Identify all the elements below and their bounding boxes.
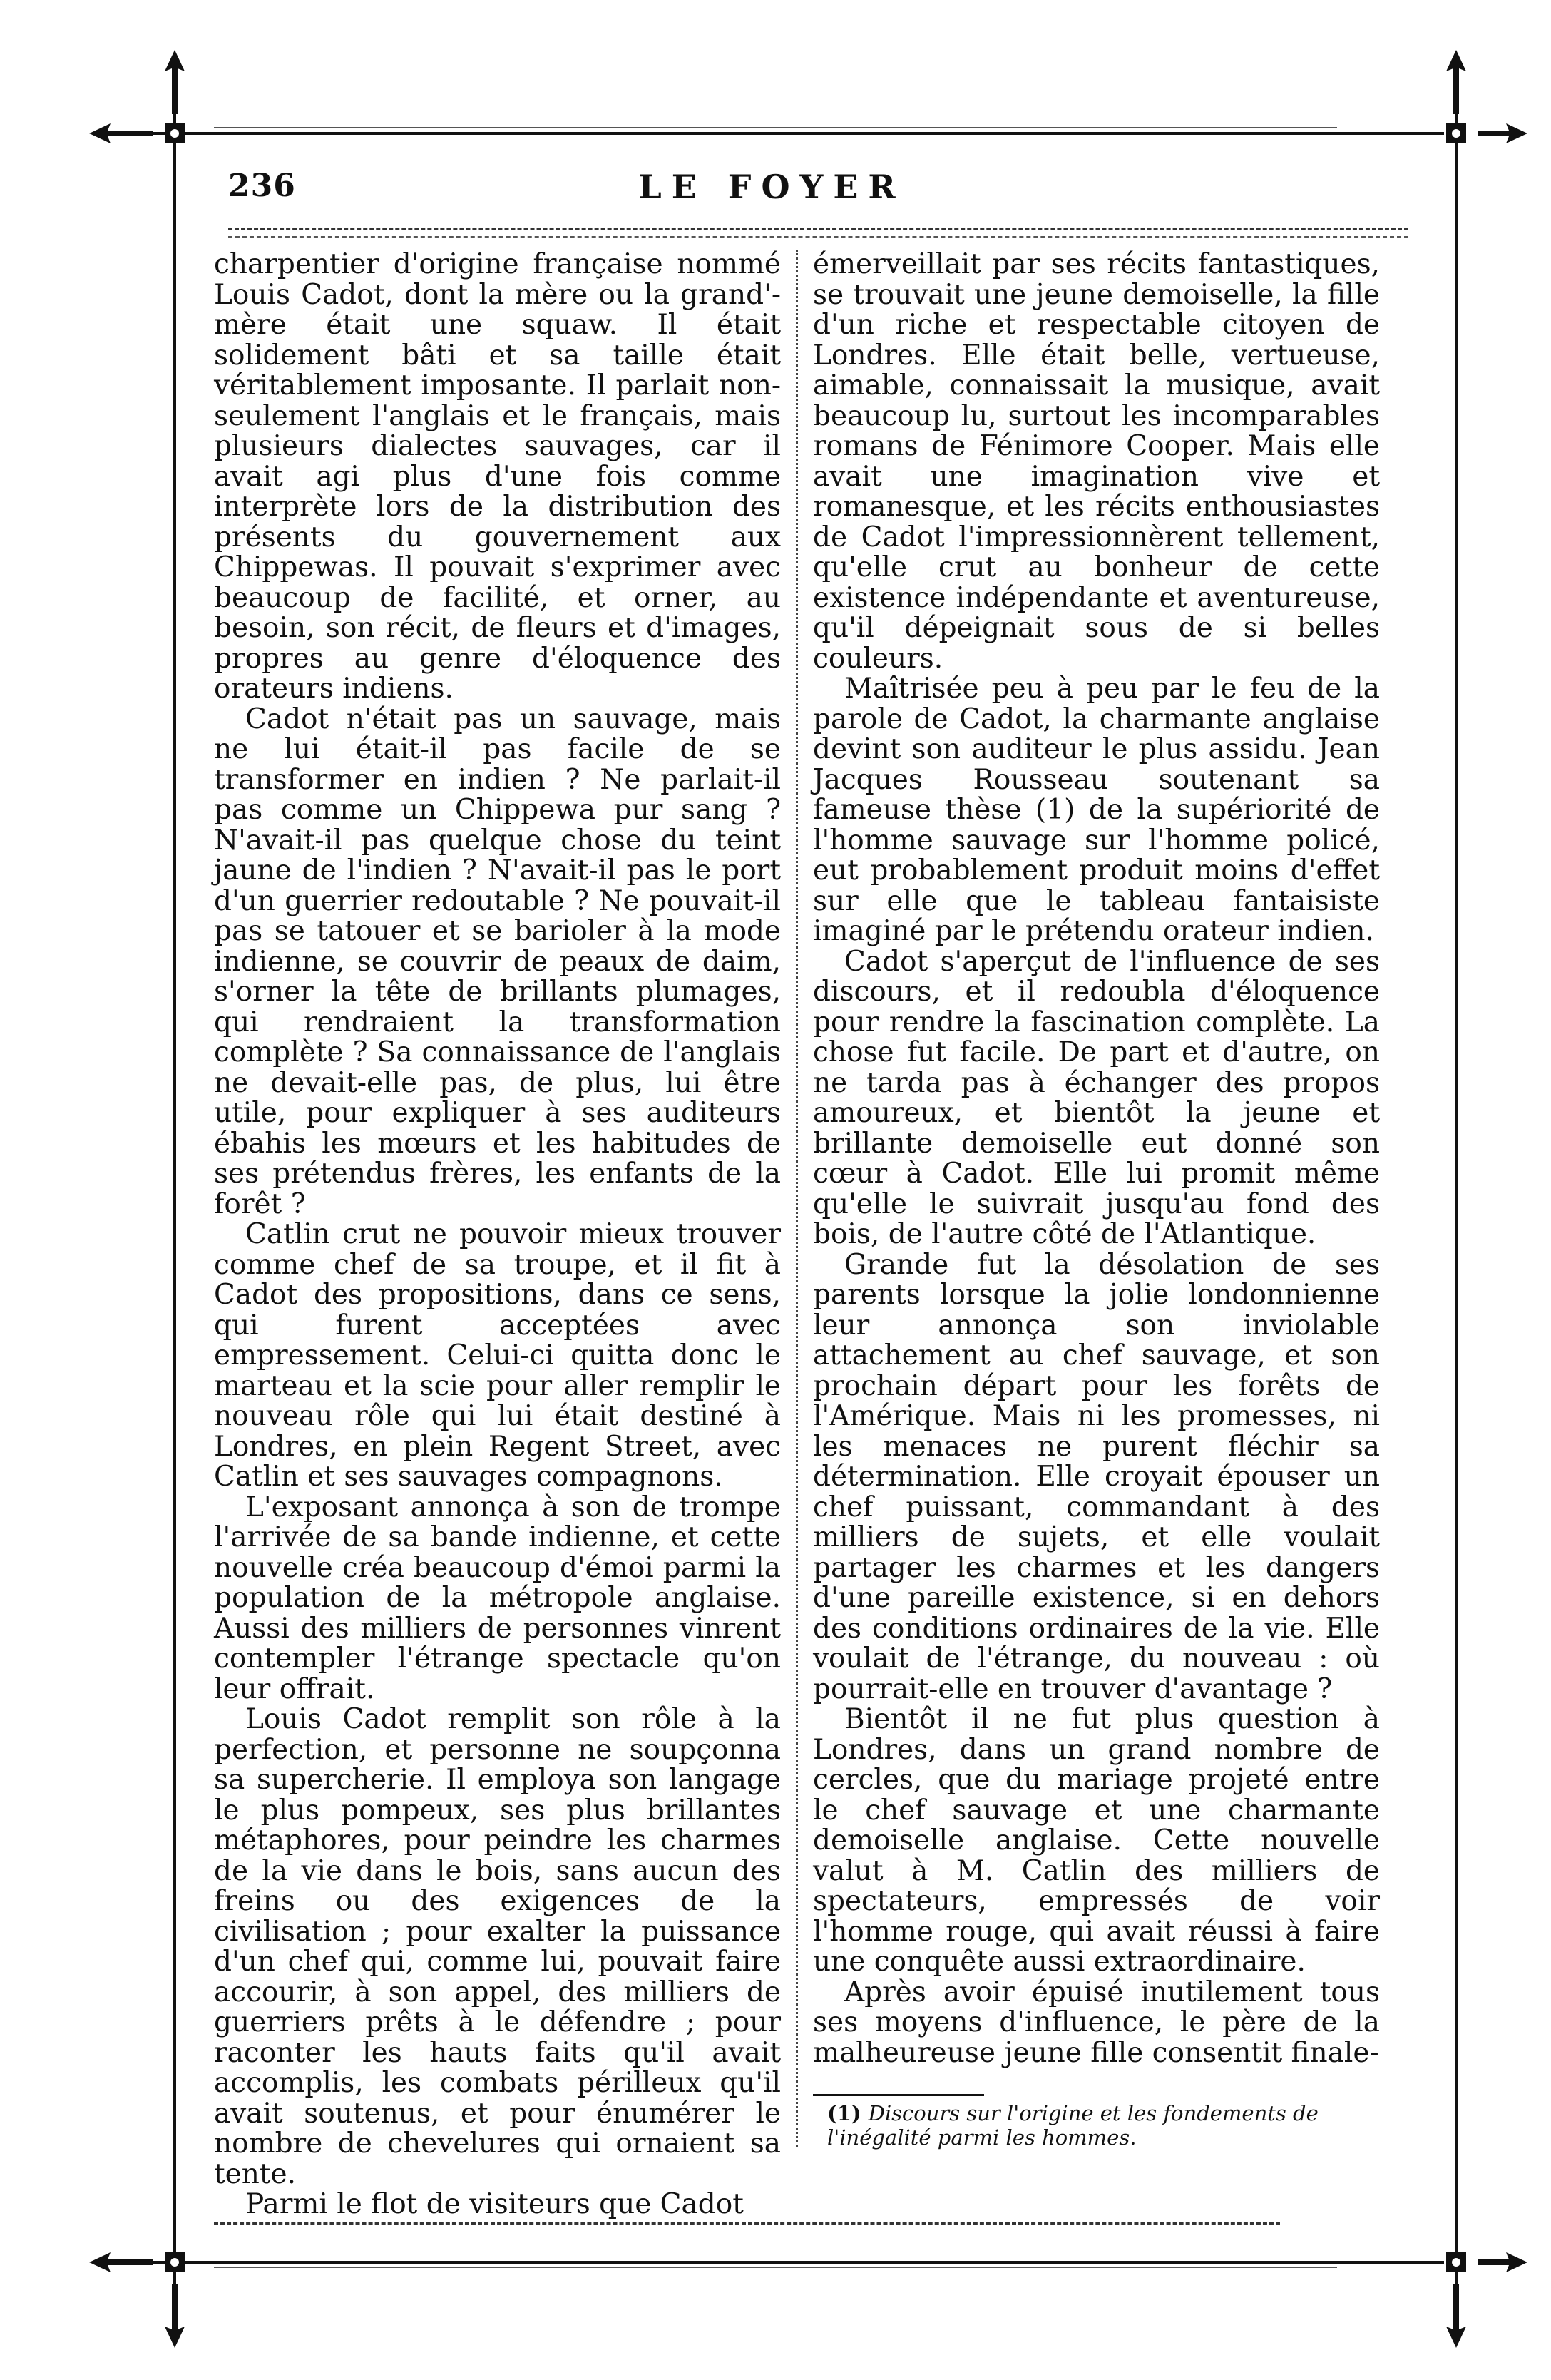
- border-left: [173, 57, 176, 2332]
- footnote-text: Discours sur l'origine et les fondements de l'inégalité parmi les hommes.: [827, 2101, 1319, 2150]
- bottom-rule: [214, 2222, 1280, 2225]
- left-column: [214, 250, 781, 2220]
- paragraph: L'exposant annonça à son de trompe l'arrivée de sa bande indienne, et cette nouvelle créa beaucoup d'émoi parmi la population de la métropole anglaise. Aussi des milliers de personnes vinrent contempler l'étrange spectacle qu'on leur offrait.: [214, 1491, 781, 1705]
- paragraph: émerveillait par ses récits fantastiques, se trouvait une jeune demoiselle, la fille d'un riche et respectable citoyen de Londres. Elle était belle, vertueuse, aimable, connaissait la musique, avait beaucoup lu, surtout les incomparables romans de Fénimore Cooper. Mais elle avait une imagination vive et romanesque, et les récits enthousiastes de Cadot l'impressionnèrent tellement, qu'elle crut au bonheur de cette existence indépendante et aventureuse, qu'il dépeignait sous de si belles couleurs.: [813, 248, 1380, 675]
- arrow-bottom-right-icon: [1442, 2284, 1470, 2348]
- footnote-rule: [813, 2094, 984, 2096]
- arrow-right-bottom-icon: [1478, 2248, 1527, 2277]
- footnote: [827, 2101, 1383, 2150]
- border-top: [107, 132, 1444, 135]
- paragraph: Cadot s'aperçut de l'influence de ses discours, et il redoubla d'éloquence pour rendre la fascination complète. La chose fut facile. De part et d'autre, on ne tarda pas à échanger des propos amoureux, et bientôt la jeune et brillante demoiselle eut donné son cœur à Cadot. Elle lui promit même qu'elle le suivrait jusqu'au fond des bois, de l'autre côté de l'Atlantique.: [813, 945, 1380, 1250]
- paragraph: Après avoir épuisé inutilement tous ses moyens d'influence, le père de la malheureuse jeune fille consentit finale-: [813, 1976, 1380, 2069]
- paragraph: Parmi le flot de visiteurs que Cadot: [245, 2188, 744, 2220]
- arrow-left-top-icon: [89, 119, 153, 148]
- corner-ornament-bottom-right: [1435, 2241, 1478, 2284]
- paragraph: charpentier d'origine française nommé Louis Cadot, dont la mère ou la grand'-mère était une squaw. Il était solidement bâti et sa taille était véritablement imposante. Il parlait non-seulement l'anglais et le français, mais plusieurs dialectes sauvages, car il avait agi plus d'une fois comme interprète lors de la distribution des présents du gouvernement aux Chippewas. Il pouvait s'exprimer avec beaucoup de facilité, et orner, au besoin, son récit, de fleurs et d'images, propres au genre d'éloquence des orateurs indiens.: [214, 248, 781, 705]
- paragraph: Grande fut la désolation de ses parents lorsque la jolie londonnienne leur annonça son inviolable attachement au chef sauvage, et son prochain départ pour les forêts de l'Amérique. Mais ni les promesses, ni les menaces ne purent fléchir sa détermination. Elle croyait épouser un chef puissant, commandant à des milliers de sujets, et elle voulait partager les charmes et les dangers d'une pareille existence, si en dehors des conditions ordinaires de la vie. Elle voulait de l'étrange, du nouveau : où pourrait-elle en trouver d'avantage ?: [813, 1248, 1380, 1705]
- paragraph: Cadot n'était pas un sauvage, mais ne lui était-il pas facile de se transformer en indien ? Ne parlait-il pas comme un Chippewa pur sang ? N'avait-il pas quelque chose du teint jaune de l'indien ? N'avait-il pas le port d'un guerrier redoutable ? Ne pouvait-il pas se tatouer et se barioler à la mode indienne, se couvrir de peaux de daim, s'orner la tête de brillants plumages, qui rendraient la transformation complète ? Sa connaissance de l'anglais ne devait-elle pas, de plus, lui être utile, pour expliquer à ses auditeurs ébahis les mœurs et les habitudes de ses prétendus frères, les enfants de la forêt ?: [214, 703, 781, 1220]
- right-column: [813, 250, 1380, 2068]
- footnote-mark: (1): [827, 2101, 861, 2125]
- arrow-left-bottom-icon: [89, 2248, 153, 2277]
- corner-ornament-top-left: [153, 112, 196, 155]
- running-head: [228, 168, 1316, 210]
- corner-ornament-bottom-left: [153, 2241, 196, 2284]
- paragraph: Maîtrisée peu à peu par le feu de la parole de Cadot, la charmante anglaise devint son auditeur le plus assidu. Jean Jacques Rousseau soutenant sa fameuse thèse (1) de la supériorité de l'homme sauvage sur l'homme policé, eut probablement produit moins d'effet sur elle que le tableau fantaisiste imaginé par le prétendu orateur indien.: [813, 673, 1380, 947]
- border-right: [1455, 57, 1458, 2332]
- arrow-top-right-icon: [1442, 50, 1470, 114]
- page-number: 236: [228, 168, 296, 204]
- border-top-inner: [214, 127, 1337, 128]
- header-rule: [228, 228, 1408, 238]
- paragraph: Catlin crut ne pouvoir mieux trouver comme chef de sa troupe, et il fit à Cadot des propositions, dans ce sens, qui furent acceptées avec empressement. Celui-ci quitta donc le marteau et la scie pour aller remplir le nouveau rôle qui lui était destiné à Londres, en plein Regent Street, avec Catlin et ses sauvages compagnons.: [214, 1218, 781, 1493]
- arrow-top-left-icon: [160, 50, 189, 114]
- arrow-bottom-left-icon: [160, 2284, 189, 2348]
- border-bottom-inner: [214, 2267, 1337, 2268]
- column-divider: [796, 250, 798, 2147]
- paragraph: Louis Cadot remplit son rôle à la perfection, et personne ne soupçonna sa supercherie. Il employa son langage le plus pompeux, ses plus brillantes métaphores, pour peindre les charmes de la vie dans le bois, sans aucun des freins ou des exigences de la civilisation ; pour exalter la puissance d'un chef qui, comme lui, pouvait faire accourir, à son appel, des milliers de guerriers prêts à le défendre ; pour raconter les hauts faits qu'il avait accomplis, les combats périlleux qu'il avait soutenus, et pour énumérer le nombre de chevelures qui ornaient sa tente.: [214, 1703, 781, 2190]
- arrow-right-top-icon: [1478, 119, 1527, 148]
- border-bottom: [107, 2261, 1444, 2264]
- magazine-title: LE FOYER: [638, 168, 906, 206]
- paragraph: Bientôt il ne fut plus question à Londres, dans un grand nombre de cercles, que du mariage projeté entre le chef sauvage et une charmante demoiselle anglaise. Cette nouvelle valut à M. Catlin des milliers de spectateurs, empressés de voir l'homme rouge, qui avait réussi à faire une conquête aussi extraordinaire.: [813, 1703, 1380, 1978]
- corner-ornament-top-right: [1435, 112, 1478, 155]
